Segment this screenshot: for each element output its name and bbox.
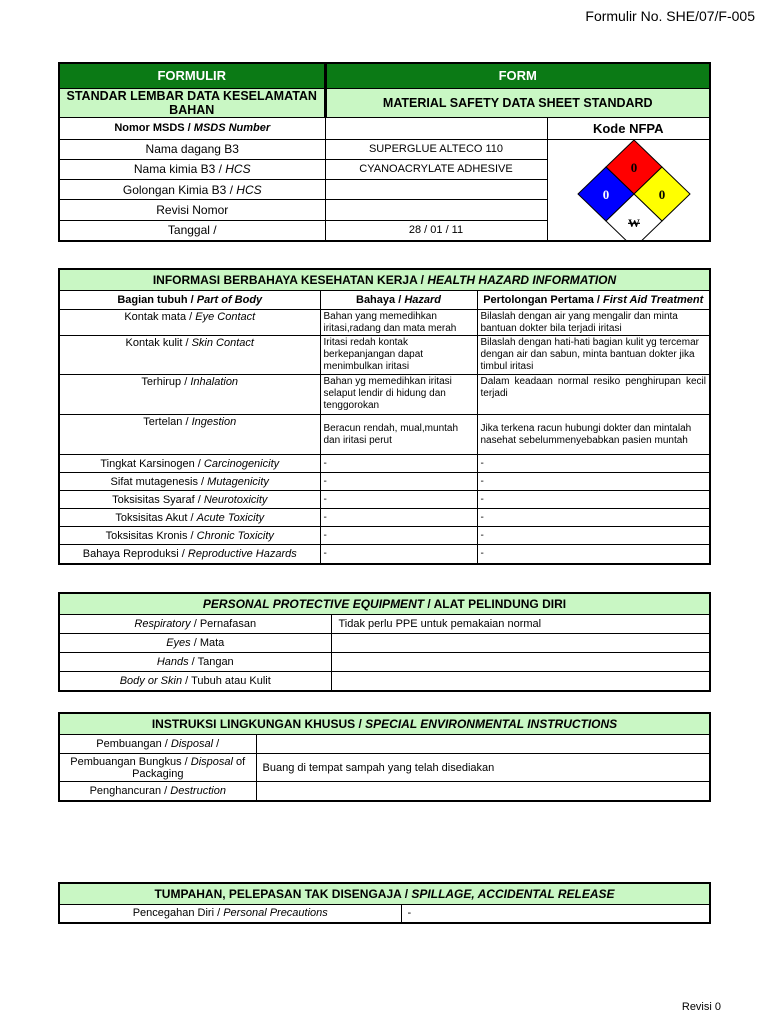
- body-part-cell: Toksisitas Kronis / Chronic Toxicity: [59, 527, 320, 545]
- body-part-cell: Tingkat Karsinogen / Carcinogenicity: [59, 455, 320, 473]
- trade-name-label: Nama dagang B3: [59, 139, 325, 159]
- ppe-body-value[interactable]: [331, 672, 710, 691]
- chemical-name-label: Nama kimia B3 / HCS: [59, 159, 325, 179]
- hazard-cell: Bahan yg memedihkan iritasi selaput lendir di hidung dan tenggorokan: [320, 375, 477, 415]
- chemical-class-label: Golongan Kimia B3 / HCS: [59, 180, 325, 200]
- nfpa-special-value: W: [627, 215, 640, 230]
- first-aid-header: Pertolongan Pertama / First Aid Treatment: [477, 291, 710, 310]
- date-label: Tanggal /: [59, 220, 325, 240]
- personal-precautions-value[interactable]: -: [401, 905, 710, 923]
- first-aid-cell: -: [477, 545, 710, 564]
- environment-table: [58, 712, 711, 802]
- msds-number-label: Nomor MSDS / MSDS Number: [59, 117, 325, 139]
- nfpa-cell: [547, 139, 710, 241]
- table-row: [59, 473, 710, 491]
- hazard-cell: -: [320, 455, 477, 473]
- hazard-cell: -: [320, 491, 477, 509]
- body-part-cell: Toksisitas Syaraf / Neurotoxicity: [59, 491, 320, 509]
- table-row: [59, 415, 710, 455]
- date-value[interactable]: 28 / 01 / 11: [325, 220, 547, 240]
- table-row: [59, 782, 710, 801]
- health-hazard-title: INFORMASI BERBAHAYA KESEHATAN KERJA / HEALTH HAZARD INFORMATION: [59, 269, 710, 291]
- environment-title: INSTRUKSI LINGKUNGAN KHUSUS / SPECIAL ENVIRONMENTAL INSTRUCTIONS: [59, 713, 710, 735]
- ppe-table: [58, 592, 711, 692]
- body-part-cell: Bahaya Reproduksi / Reproductive Hazards: [59, 545, 320, 564]
- table-row: [59, 653, 710, 672]
- form-number: Formulir No. SHE/07/F-005: [585, 8, 755, 24]
- body-part-cell: Kontak kulit / Skin Contact: [59, 336, 320, 375]
- table-row: [59, 754, 710, 782]
- form-heading: FORM: [325, 63, 710, 88]
- ppe-hands-value[interactable]: [331, 653, 710, 672]
- nfpa-reactivity-value: 0: [658, 186, 665, 202]
- body-part-cell: Toksisitas Akut / Acute Toxicity: [59, 509, 320, 527]
- nfpa-health-value: 0: [602, 186, 609, 202]
- destruction-value[interactable]: [256, 782, 710, 801]
- table-row: [59, 615, 710, 634]
- packaging-disposal-value[interactable]: Buang di tempat sampah yang telah disediakan: [256, 754, 710, 782]
- table-row: [59, 310, 710, 336]
- first-aid-cell: -: [477, 473, 710, 491]
- ppe-eyes-value[interactable]: [331, 634, 710, 653]
- table-row: [59, 905, 710, 923]
- table-row: [59, 375, 710, 415]
- ppe-title: PERSONAL PROTECTIVE EQUIPMENT / ALAT PELINDUNG DIRI: [59, 593, 710, 615]
- part-of-body-header: Bagian tubuh / Part of Body: [59, 291, 320, 310]
- first-aid-cell: Bilaslah dengan hati-hati bagian kulit yg tercemar dengan air dan sabun, minta bantuan dokter jika timbul iritasi: [477, 336, 710, 375]
- table-row: [59, 455, 710, 473]
- hazard-header: Bahaya / Hazard: [320, 291, 477, 310]
- title-english: MATERIAL SAFETY DATA SHEET STANDARD: [325, 88, 710, 117]
- table-row: [59, 491, 710, 509]
- ppe-respiratory-label: Respiratory / Pernafasan: [59, 615, 331, 634]
- ppe-body-label: Body or Skin / Tubuh atau Kulit: [59, 672, 331, 691]
- revision-number-label: Revisi Nomor: [59, 200, 325, 220]
- hazard-cell: -: [320, 527, 477, 545]
- table-row: [59, 672, 710, 691]
- table-row: [59, 527, 710, 545]
- first-aid-cell: -: [477, 509, 710, 527]
- title-indonesian: STANDAR LEMBAR DATA KESELAMATAN BAHAN: [59, 88, 325, 117]
- disposal-value[interactable]: [256, 735, 710, 754]
- hazard-cell: -: [320, 473, 477, 491]
- hazard-cell: Beracun rendah, mual,muntah dan iritasi perut: [320, 415, 477, 455]
- spillage-title: TUMPAHAN, PELEPASAN TAK DISENGAJA / SPILLAGE, ACCIDENTAL RELEASE: [59, 883, 710, 905]
- revision-number-value[interactable]: [325, 200, 547, 220]
- header-table: [58, 62, 711, 242]
- disposal-label: Pembuangan / Disposal /: [59, 735, 256, 754]
- table-row: [59, 634, 710, 653]
- personal-precautions-label: Pencegahan Diri / Personal Precautions: [59, 905, 401, 923]
- revision-footer: Revisi 0: [681, 1001, 721, 1013]
- health-hazard-table: [58, 268, 711, 565]
- packaging-disposal-label: Pembuangan Bungkus / Disposal of Packaging: [59, 754, 256, 782]
- hazard-cell: -: [320, 545, 477, 564]
- table-row: [59, 545, 710, 564]
- first-aid-cell: Bilaslah dengan air yang mengalir dan minta bantuan dokter bila terjadi iritasi: [477, 310, 710, 336]
- table-row: [59, 509, 710, 527]
- ppe-respiratory-value[interactable]: Tidak perlu PPE untuk pemakaian normal: [331, 615, 710, 634]
- spillage-table: [58, 882, 711, 924]
- body-part-cell: Tertelan / Ingestion: [59, 415, 320, 455]
- table-row: [59, 336, 710, 375]
- table-row: [59, 735, 710, 754]
- nfpa-diamond: [548, 140, 711, 240]
- ppe-hands-label: Hands / Tangan: [59, 653, 331, 672]
- first-aid-cell: -: [477, 527, 710, 545]
- msds-number-value[interactable]: [325, 117, 547, 139]
- hazard-cell: -: [320, 509, 477, 527]
- body-part-cell: Sifat mutagenesis / Mutagenicity: [59, 473, 320, 491]
- first-aid-cell: Dalam keadaan normal resiko penghirupan kecil terjadi: [477, 375, 710, 415]
- hazard-cell: Bahan yang memedihkan iritasi,radang dan mata merah: [320, 310, 477, 336]
- ppe-eyes-label: Eyes / Mata: [59, 634, 331, 653]
- first-aid-cell: Jika terkena racun hubungi dokter dan mintalah nasehat sebelummenyebabkan pasien muntah: [477, 415, 710, 455]
- first-aid-cell: -: [477, 491, 710, 509]
- nfpa-label: Kode NFPA: [547, 117, 710, 139]
- formulir-heading: FORMULIR: [59, 63, 325, 88]
- trade-name-value[interactable]: SUPERGLUE ALTECO 110: [325, 139, 547, 159]
- nfpa-flammability-value: 0: [630, 159, 637, 175]
- hazard-cell: Iritasi redah kontak berkepanjangan dapat menimbulkan iritasi: [320, 336, 477, 375]
- first-aid-cell: -: [477, 455, 710, 473]
- chemical-class-value[interactable]: [325, 180, 547, 200]
- chemical-name-value[interactable]: CYANOACRYLATE ADHESIVE: [325, 159, 547, 179]
- body-part-cell: Kontak mata / Eye Contact: [59, 310, 320, 336]
- body-part-cell: Terhirup / Inhalation: [59, 375, 320, 415]
- destruction-label: Penghancuran / Destruction: [59, 782, 256, 801]
